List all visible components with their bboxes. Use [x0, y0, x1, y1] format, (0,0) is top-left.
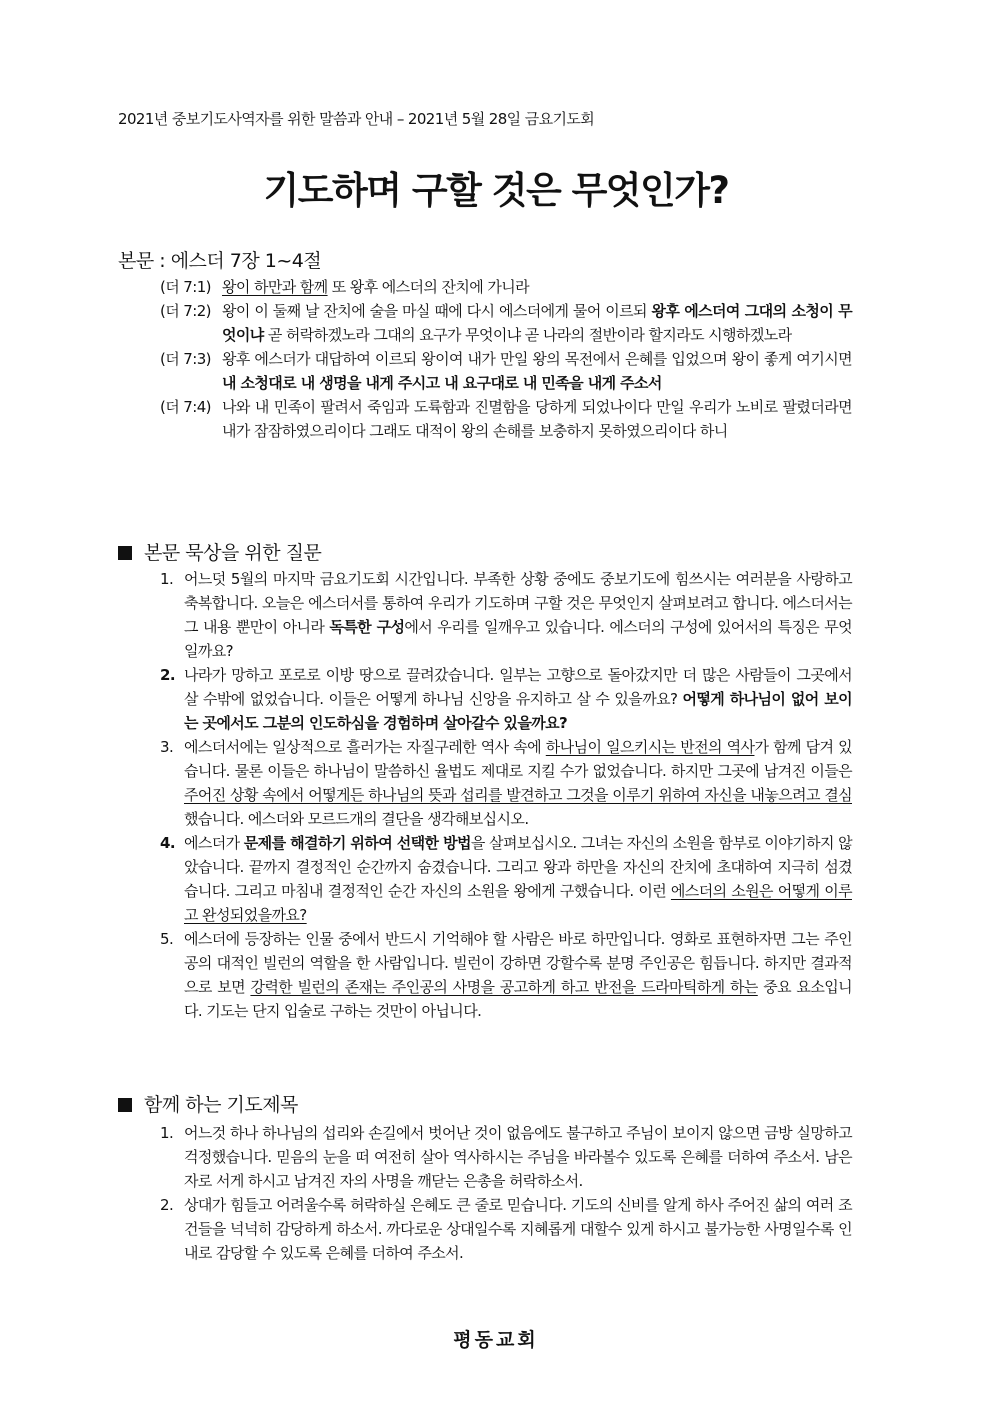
verse-bold: 내 소청대로 내 생명을 내게 주시고 내 요구대로 내 민족을 내게 주소서 — [222, 374, 662, 392]
prayer-list — [160, 1121, 852, 1265]
item-number: 4. — [160, 834, 175, 852]
prayer-item — [160, 1193, 852, 1265]
verse-text-part: 왕후 에스더가 대답하여 이르되 왕이여 내가 만일 왕의 목전에서 은혜를 입었으며 왕이 좋게 여기시면 — [222, 350, 852, 368]
item-text-part: 중요 요소입니다. 기도는 단지 입술로 구하는 것만이 아닙니다. — [184, 978, 852, 1020]
section-heading-text: 함께 하는 기도제목 — [144, 1094, 298, 1116]
verse-text: 나와 내 민족이 팔려서 죽임과 도륙함과 진멸함을 당하게 되었나이다 만일 우리가 노비로 팔렸더라면 내가 잠잠하였으리이다 그래도 대적이 왕의 손해를 보충하지 못하였으리이다 하니 — [222, 398, 852, 440]
verse-underline: 왕이 하만과 함께 — [222, 278, 328, 296]
page-title: 기도하며 구할 것은 무엇인가? — [263, 169, 729, 212]
question-list — [160, 567, 852, 1023]
verse-list — [160, 275, 852, 443]
verse-text-part: 또 왕후 에스더의 잔치에 가니라 — [327, 278, 529, 296]
verse-ref: (더 7:2) — [160, 302, 211, 320]
verse-7-3 — [160, 347, 852, 395]
item-text — [184, 567, 852, 663]
section-heading-text: 본문 묵상을 위한 질문 — [144, 542, 322, 564]
verse-ref: (더 7:4) — [160, 398, 211, 416]
verse-7-1 — [160, 275, 852, 299]
item-text-part: 했습니다. 에스더와 모르드개의 결단을 생각해보십시오. — [184, 810, 529, 828]
item-underline: 주어진 상황 속에서 어떻게든 하나님의 뜻과 섭리를 발견하고 그것을 이루기 위하여 자신을 내놓으려고 결심 — [184, 786, 852, 804]
question-item — [160, 567, 852, 663]
verse-bold: 왕후 에스더여 그대의 소청이 무엇이냐 — [222, 302, 852, 344]
item-text-part: 에스더가 — [184, 834, 244, 852]
document-header: 2021년 중보기도사역자를 위한 말씀과 안내 – 2021년 5월 28일 금요기도회 — [118, 110, 595, 128]
item-number: 2. — [160, 1196, 174, 1214]
verse-7-4 — [160, 395, 852, 443]
item-text-part: 에서 우리를 일깨우고 있습니다. 에스더의 구성에 있어서의 특징은 무엇일까요? — [184, 618, 853, 660]
question-item — [160, 927, 852, 1023]
item-text-part: 어느덧 5월의 마지막 금요기도회 시간입니다. 부족한 상황 중에도 중보기도에 힘쓰시는 여러분을 사랑하고 축복합니다. 오늘은 에스더서를 통하여 우리가 기도하며 구할 것은 무엇인지 살펴보려고 합니다. 에스더서는 그 내용 뿐만이 아니라 — [184, 570, 852, 636]
section-heading-prayer — [118, 1090, 298, 1117]
verse-text — [222, 299, 852, 347]
verse-7-2 — [160, 299, 852, 347]
verse-text — [222, 347, 852, 395]
square-bullet-icon — [118, 546, 132, 560]
item-underline: 강력한 빌런의 존재는 주인공의 사명을 공고하게 하고 반전을 드라마틱하게 하는 — [250, 978, 758, 996]
item-text-part: 에스더서에는 일상적으로 흘러가는 자질구레한 역사 속에 — [184, 738, 546, 756]
square-bullet-icon — [118, 1098, 132, 1112]
item-number: 1. — [160, 1124, 174, 1142]
item-underline: 에스더의 소원은 어떻게 이루고 완성되었을까요? — [184, 882, 852, 924]
item-number: 3. — [160, 738, 174, 756]
verse-text — [222, 275, 852, 299]
passage-heading: 본문 : 에스더 7장 1~4절 — [118, 250, 322, 272]
item-text-part: 나라가 망하고 포로로 이방 땅으로 끌려갔습니다. 일부는 고향으로 돌아갔지만 더 많은 사람들이 그곳에서 살 수밖에 없었습니다. 이들은 어떻게 하나님 신앙을 유지하고 살 수 있을까요? — [184, 666, 852, 708]
item-text — [184, 927, 852, 1023]
verse-ref: (더 7:3) — [160, 350, 211, 368]
prayer-item — [160, 1121, 852, 1193]
question-item — [160, 735, 852, 831]
item-text: 어느것 하나 하나님의 섭리와 손길에서 벗어난 것이 없음에도 불구하고 주님이 보이지 않으면 금방 실망하고 걱정했습니다. 믿음의 눈을 떠 여전히 살아 역사하시는 주님을 바라볼수 있도록 은혜를 더하여 주소서. 남은자로 서게 하시고 남겨진 자의 사명을 깨닫는 은총을 허락하소서. — [184, 1124, 852, 1190]
item-text-part: 에스더에 등장하는 인물 중에서 반드시 기억해야 할 사람은 바로 하만입니다. 영화로 표현하자면 그는 주인공의 대적인 빌런의 역할을 한 사람입니다. 빌런이 강하면 강할수록 분명 주인공은 힘듭니다. 하지만 결과적으로 보면 — [184, 930, 852, 996]
item-number: 5. — [160, 930, 174, 948]
item-bold: 문제를 해결하기 위하여 선택한 방법 — [243, 834, 471, 852]
item-text — [184, 831, 852, 927]
item-bold: 어떻게 하나님이 없어 보이는 곳에서도 그분의 인도하심을 경험하며 살아갈수 있을까요? — [184, 690, 852, 732]
question-item — [160, 663, 852, 735]
question-item — [160, 831, 852, 927]
item-text-part: 가 함께 담겨 있습니다. 물론 이들은 하나님이 말씀하신 율법도 제대로 지킬 수가 없었습니다. 하지만 그곳에 남겨진 이들은 — [184, 738, 852, 780]
item-bold: 독특한 구성 — [329, 618, 405, 636]
item-text-part: 을 살펴보십시오. 그녀는 자신의 소원을 함부로 이야기하지 않았습니다. 끝까지 결정적인 순간까지 숨겼습니다. 그리고 왕과 하만을 자신의 잔치에 초대하여 지극히 섬겼습니다. 그리고 마침내 결정적인 순간 자신의 소원을 왕에게 구했습니다. 이런 — [184, 834, 852, 900]
item-text — [184, 735, 852, 831]
item-number: 1. — [160, 570, 174, 588]
item-text — [184, 663, 852, 735]
item-underline: 하나님이 일으키시는 반전의 역사 — [545, 738, 755, 756]
verse-ref: (더 7:1) — [160, 278, 211, 296]
church-name-footer: 평동교회 — [453, 1329, 539, 1351]
item-text: 상대가 힘들고 어려울수록 허락하실 은혜도 큰 줄로 믿습니다. 기도의 신비를 알게 하사 주어진 삶의 여러 조건들을 넉넉히 감당하게 하소서. 까다로운 상대일수록 지혜롭게 대할수 있게 하시고 불가능한 사명일수록 인내로 감당할 수 있도록 은혜를 더하여 주소서. — [184, 1196, 852, 1262]
verse-text-part: 곧 허락하겠노라 그대의 요구가 무엇이냐 곧 나라의 절반이라 할지라도 시행하겠노라 — [263, 326, 792, 344]
item-number: 2. — [160, 666, 175, 684]
section-heading-questions — [118, 538, 321, 565]
verse-text-part: 왕이 이 둘째 날 잔치에 술을 마실 때에 다시 에스더에게 물어 이르되 — [222, 302, 652, 320]
